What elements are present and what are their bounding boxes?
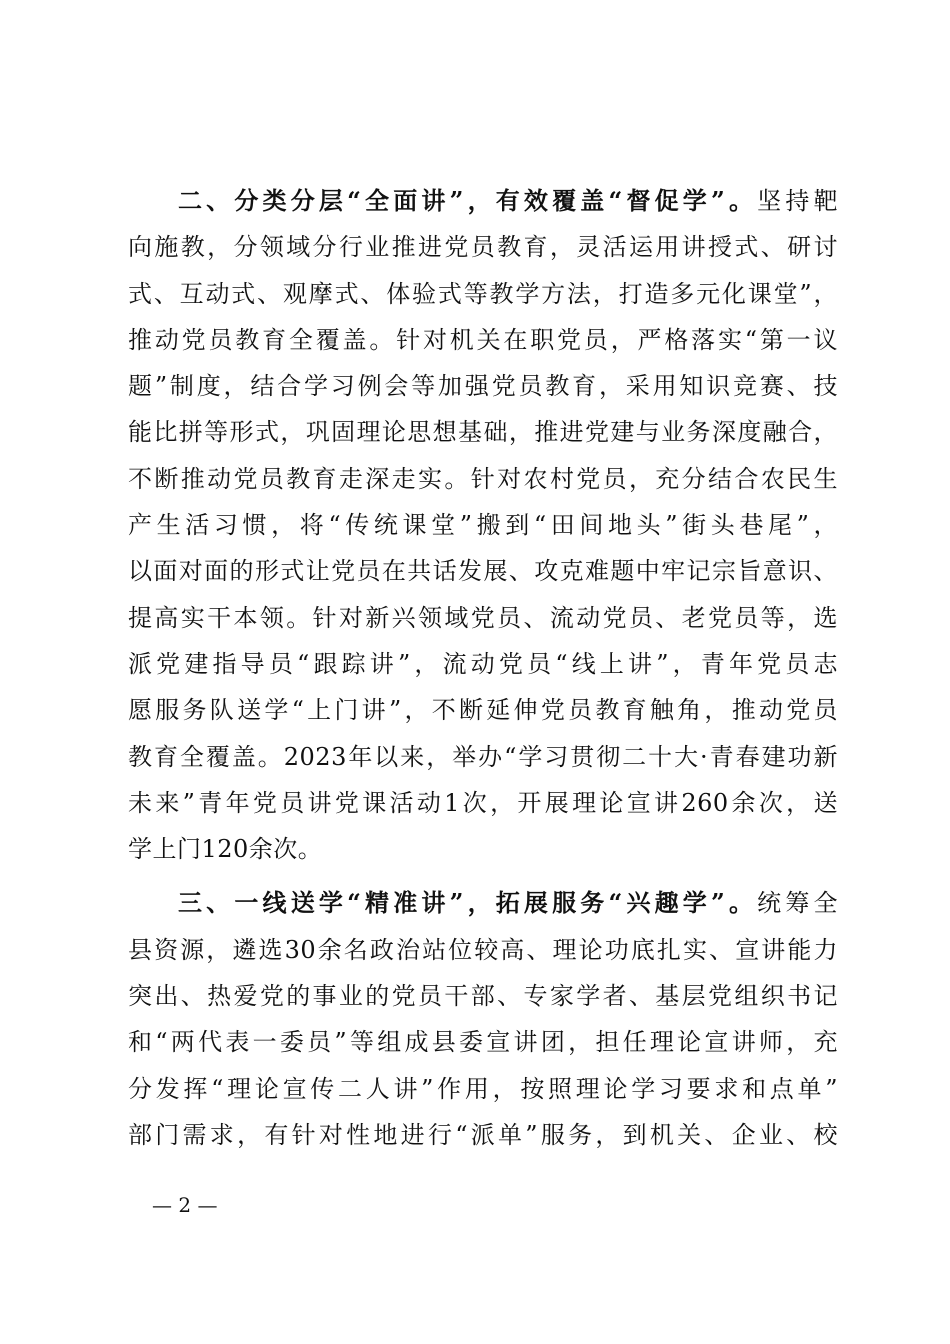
text-line: 向施教，分领域分行业推进党员教育，灵活运用讲授式、研讨	[128, 233, 838, 262]
text-line: 派党建指导员“跟踪讲”，流动党员“线上讲”，青年党员志	[128, 649, 838, 678]
text-line: 和“两代表一委员”等组成县委宣讲团，担任理论宣讲师，充	[128, 1028, 838, 1057]
text-line: 能比拼等形式，巩固理论思想基础，推进党建与业务深度融合，	[128, 418, 838, 447]
text-line: 学上门120余次。	[128, 835, 323, 864]
paragraph-heading: 二、分类分层“全面讲”，有效覆盖“督促学”。	[178, 186, 758, 215]
paragraph-3	[128, 880, 838, 1158]
text-line: 以面对面的形式让党员在共话发展、攻克难题中牢记宗旨意识、	[128, 557, 838, 586]
text-line: 突出、热爱党的事业的党员干部、专家学者、基层党组织书记	[128, 982, 838, 1011]
page-number: — 2 —	[152, 1193, 218, 1217]
text-line: 县资源，遴选30余名政治站位较高、理论功底扎实、宣讲能力	[128, 935, 838, 964]
text-line: 提高实干本领。针对新兴领域党员、流动党员、老党员等，选	[128, 603, 838, 632]
paragraph-heading: 三、一线送学“精准讲”，拓展服务“兴趣学”。	[178, 888, 758, 918]
text-line: 教育全覆盖。2023年以来，举办“学习贯彻二十大·青春建功新	[128, 742, 838, 771]
text-line: 不断推动党员教育走深走实。针对农村党员，充分结合农民生	[128, 464, 838, 493]
text-line: 推动党员教育全覆盖。针对机关在职党员，严格落实“第一议	[128, 325, 838, 354]
body-text	[128, 178, 838, 1158]
text-line: 产生活习惯，将“传统课堂”搬到“田间地头”街头巷尾”，	[128, 511, 838, 540]
text-line: 三、一线送学“精准讲”，拓展服务“兴趣学”。统筹全	[178, 888, 839, 918]
text-line: 愿服务队送学“上门讲”，不断延伸党员教育触角，推动党员	[128, 696, 838, 725]
text-line: 分发挥“理论宣传二人讲”作用，按照理论学习要求和点单”	[128, 1074, 838, 1103]
text-line: 部门需求，有针对性地进行“派单”服务，到机关、企业、校	[128, 1120, 838, 1149]
text-line: 未来”青年党员讲党课活动1次，开展理论宣讲260余次，送	[128, 788, 838, 817]
text-line: 题”制度，结合学习例会等加强党员教育，采用知识竞赛、技	[128, 372, 838, 401]
paragraph-2	[128, 178, 838, 872]
paragraph-gap	[128, 872, 838, 880]
text-line: 二、分类分层“全面讲”，有效覆盖“督促学”。坚持靶	[178, 186, 839, 215]
text-line: 式、互动式、观摩式、体验式等教学方法，打造多元化课堂”，	[128, 279, 838, 308]
